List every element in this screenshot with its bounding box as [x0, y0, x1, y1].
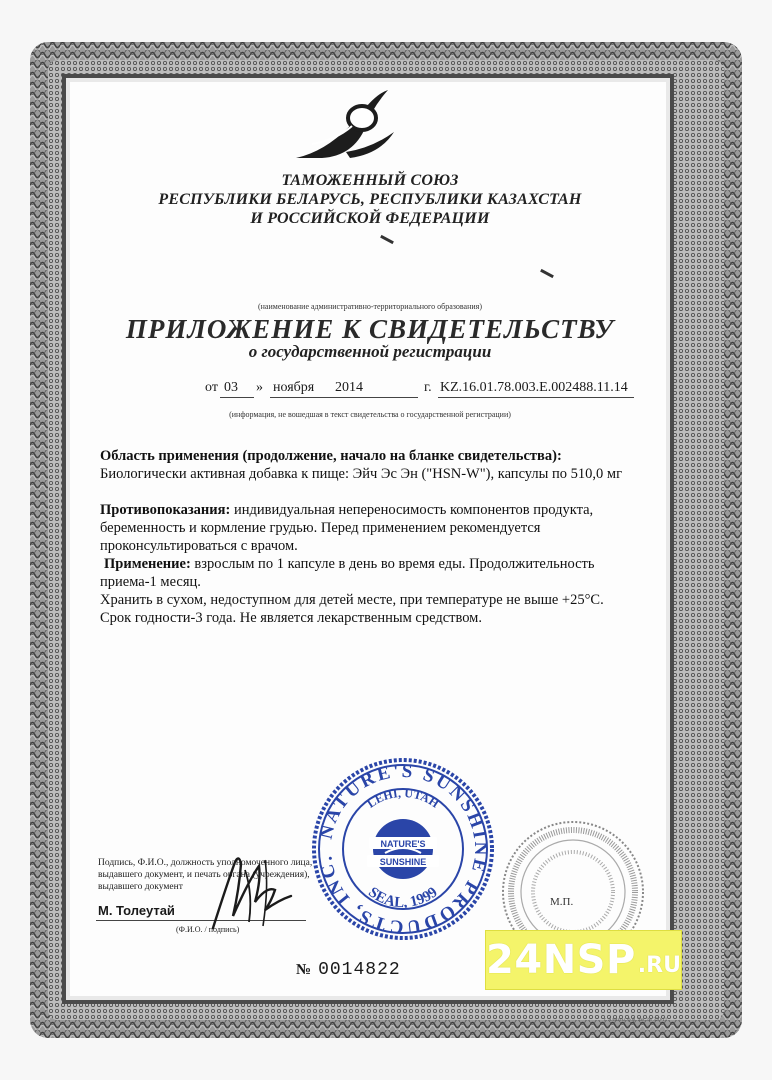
- contraindications-label: Противопоказания:: [100, 502, 231, 518]
- document-title: ПРИЛОЖЕНИЕ К СВИДЕТЕЛЬСТВУ: [125, 314, 615, 344]
- usage-text-1: взрослым по 1 капсуле в день во время еды. Продолжительность: [190, 556, 595, 572]
- header-line-3: И РОССИЙСКОЙ ФЕДЕРАЦИИ: [250, 210, 490, 227]
- storage-text: Хранить в сухом, недоступном для детей месте, при температуре не выше +25°С.: [100, 592, 604, 608]
- reg-from-label: от: [205, 380, 218, 395]
- printer-note: г. Алматы. ф.ф. Зак. № 320-11: [604, 1018, 668, 1023]
- header-line-2: РЕСПУБЛИКИ БЕЛАРУСЬ, РЕСПУБЛИКИ КАЗАХСТАН: [158, 191, 582, 208]
- svg-text:SEAL, 1999: [365, 884, 440, 911]
- info-note: (информация, не вошедшая в текст свидетельства о государственной регистрации): [229, 410, 511, 419]
- watermark-main: 24NSP: [486, 937, 636, 983]
- scope-heading: [100, 448, 660, 465]
- reg-number: KZ.16.01.78.003.E.002488.11.14: [440, 380, 628, 395]
- reg-number-underline: [438, 397, 634, 398]
- usage-line-2: приема-1 месяц.: [100, 574, 201, 590]
- reg-day: 03: [224, 380, 238, 395]
- scope-heading-text: Область применения (продолжение, начало на бланке свидетельства):: [100, 448, 562, 464]
- natures-sunshine-seal-icon: [311, 757, 495, 941]
- reg-month: ноября: [273, 380, 315, 395]
- signature-caption-1: Подпись, Ф.И.О., должность уполномоченного лица,: [98, 858, 313, 868]
- stamp-mp-label: М.П.: [550, 896, 574, 908]
- contraindications-line-3: проконсультироваться с врачом.: [100, 538, 298, 554]
- reg-year: 2014: [335, 380, 363, 395]
- usage-line-1: [104, 556, 664, 573]
- serial-number: [296, 960, 401, 980]
- usage-label: Применение:: [104, 556, 191, 572]
- reg-month-underline: [270, 397, 418, 398]
- signature-fio-caption: (Ф.И.О. / подпись): [176, 925, 240, 934]
- contraindications-line-2: беременность и кормление грудью. Перед применением рекомендуется: [100, 520, 541, 536]
- customs-union-emblem-icon: [292, 88, 396, 166]
- seal-outer-text: NATURE'S SUNSHINE PRODUCTS, INC.: [315, 760, 492, 938]
- contraindications-text-1: индивидуальная непереносимость компонентов продукта,: [230, 502, 594, 518]
- document-subtitle: о государственной регистрации: [248, 342, 492, 361]
- seal-inner-top: NATURE'S: [380, 839, 426, 849]
- reg-g-label: г.: [424, 380, 432, 395]
- contraindications-line-1: [100, 502, 660, 519]
- seal-inner-bottom: SUNSHINE: [379, 857, 427, 867]
- header-line-1: ТАМОЖЕННЫЙ СОЮЗ: [281, 172, 459, 189]
- svg-text:LEHI, UTAH: [364, 786, 442, 811]
- signatory-name: М. Толеутай: [98, 903, 175, 918]
- serial-prefix: №: [296, 962, 313, 978]
- admin-territory-note: (наименование административно-территориального образования): [257, 302, 482, 311]
- site-watermark: [485, 930, 682, 990]
- signature-caption-3: выдавшего документ: [98, 882, 183, 892]
- reg-quote: »: [256, 380, 263, 395]
- scope-text: Биологически активная добавка к пище: Эйч Эс Эн ("HSN-W"), капсулы по 510,0 мг: [100, 466, 623, 482]
- signature-caption-2: выдавшего документ, и печать органа (учреждения),: [98, 870, 310, 880]
- seal-bottom: SEAL, 1999: [365, 884, 441, 912]
- watermark-tld: .RU: [637, 952, 681, 978]
- shelf-life-text: Срок годности-3 года. Не является лекарственным средством.: [100, 610, 482, 626]
- handwritten-signature-icon: [205, 850, 325, 930]
- seal-city: LEHI, UTAH: [364, 785, 442, 811]
- reg-day-underline: [220, 397, 254, 398]
- serial-value: 0014822: [318, 960, 401, 980]
